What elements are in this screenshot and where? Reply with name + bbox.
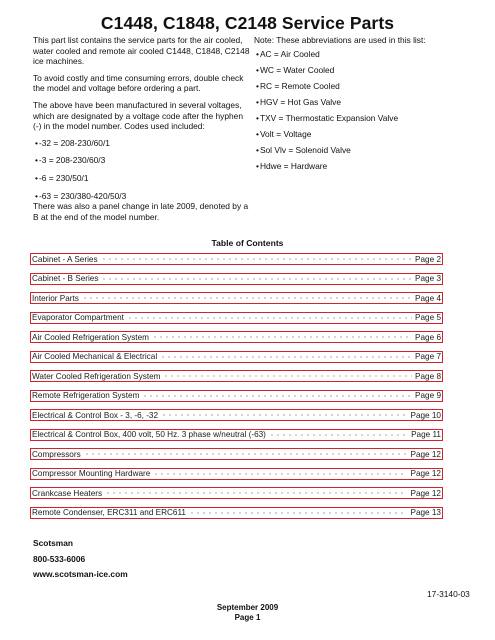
toc-link[interactable] [30, 331, 443, 343]
toc-label: Remote Condenser, ERC311 and ERC611 [32, 508, 186, 517]
toc-leader-dots [101, 258, 413, 260]
toc-leader-dots [163, 375, 412, 377]
toc-label: Cabinet - A Series [32, 254, 98, 264]
toc-label: Cabinet - B Series [32, 274, 99, 283]
toc-leader-dots [101, 278, 412, 280]
company-name: Scotsman [33, 538, 74, 548]
toc-leader-dots [189, 512, 408, 514]
abbreviation-item: • HGV = Hot Gas Valve [256, 97, 469, 108]
toc-page: Page 8 [415, 371, 441, 381]
toc-link[interactable] [30, 429, 443, 441]
toc-leader-dots [142, 395, 412, 397]
intro-paragraph-4: There was also a panel change in late 2009, denoted by a B at the end of the model number. [33, 201, 249, 222]
toc-leader-dots [82, 297, 412, 299]
footer-date: September 2009 [216, 603, 279, 612]
abbreviation-item: • TXV = Thermostatic Expansion Valve [256, 113, 469, 124]
toc-label: Air Cooled Refrigeration System [32, 332, 149, 342]
toc-label: Interior Parts [32, 293, 79, 303]
toc-page: Page 5 [415, 313, 441, 322]
toc-page: Page 2 [415, 254, 441, 264]
abbreviation-item: • Sol Vlv = Solenoid Valve [256, 145, 469, 156]
voltage-code-item: • -32 = 208-230/60/1 [35, 138, 251, 149]
abbreviation-item: • WC = Water Cooled [256, 65, 469, 76]
toc-leader-dots [269, 434, 408, 436]
contact-info [33, 536, 128, 583]
toc-page: Page 13 [410, 508, 441, 517]
toc-leader-dots [161, 414, 407, 416]
toc-link[interactable] [30, 507, 443, 519]
page-title: C1448, C1848, C2148 Service Parts [100, 13, 395, 33]
voltage-code-item: • -6 = 230/50/1 [35, 173, 251, 184]
abbreviation-item: • RC = Remote Cooled [256, 81, 469, 92]
toc-leader-dots [152, 336, 412, 338]
voltage-code-item: • -63 = 230/380-420/50/3 [35, 191, 251, 202]
website: www.scotsman-ice.com [33, 569, 128, 579]
toc-page: Page 3 [415, 274, 441, 283]
toc-link[interactable] [30, 312, 443, 324]
toc-leader-dots [127, 317, 412, 319]
toc-label: Compressors [32, 449, 81, 459]
toc-link[interactable] [30, 468, 443, 480]
abbreviation-item: • AC = Air Cooled [256, 49, 469, 60]
intro-paragraph-3: The above have been manufactured in several voltages, which are designated by a voltage code after the hyphen (-) in the model number. Codes used included: [33, 99, 243, 132]
abbreviations-section [254, 35, 469, 177]
toc-label: Crankcase Heaters [32, 488, 103, 498]
abbreviation-item: • Hdwe = Hardware [256, 161, 469, 172]
toc-link[interactable] [30, 487, 443, 499]
page-footer [0, 603, 495, 623]
toc-page: Page 12 [410, 449, 441, 459]
toc-page: Page 7 [415, 352, 441, 361]
toc-link[interactable] [30, 273, 443, 285]
toc-page: Page 9 [415, 391, 441, 400]
toc-label: Electrical & Control Box, 400 volt, 50 Hz. 3 phase w/neutral (-63) [32, 430, 266, 439]
abbreviation-item: • Volt = Voltage [256, 129, 469, 140]
toc-leader-dots [84, 453, 408, 455]
document-number: 17-3140-03 [427, 589, 470, 599]
toc-title: Table of Contents [211, 238, 284, 248]
toc-leader-dots [105, 492, 407, 494]
intro-paragraph-1: This part list contains the service parts for the air cooled, water cooled and remote air cooled C1448, C1848, C2148 ice machines. [33, 35, 250, 67]
intro-section [33, 35, 251, 228]
toc-page: Page 11 [411, 430, 441, 439]
toc-link[interactable] [30, 253, 443, 265]
footer-page-number: Page 1 [234, 613, 261, 622]
toc-link[interactable] [30, 370, 443, 382]
phone-number: 800-533-6006 [33, 553, 86, 564]
toc-leader-dots [153, 473, 407, 475]
toc-link[interactable] [30, 448, 443, 460]
toc-link[interactable] [30, 390, 443, 402]
toc-leader-dots [160, 356, 412, 358]
toc-link[interactable] [30, 351, 443, 363]
toc-label: Remote Refrigeration System [32, 391, 140, 400]
toc-page: Page 4 [415, 293, 441, 303]
toc-link[interactable] [30, 409, 443, 421]
voltage-code-item: • -3 = 208-230/60/3 [35, 155, 251, 166]
toc-label: Electrical & Control Box - 3, -6, -32 [32, 410, 159, 420]
toc-page: Page 6 [415, 332, 441, 342]
toc-label: Evaporator Compartment [32, 313, 124, 322]
abbreviations-note: Note: These abbreviations are used in this list: [254, 35, 426, 45]
toc-page: Page 10 [410, 410, 441, 420]
toc-page: Page 12 [410, 488, 441, 498]
toc-link[interactable] [30, 292, 443, 304]
toc-page: Page 12 [410, 469, 441, 478]
toc-label: Water Cooled Refrigeration System [32, 371, 161, 381]
intro-paragraph-2: To avoid costly and time consuming errors, double check the model and voltage before ordering a part. [33, 72, 244, 94]
toc-label: Compressor Mounting Hardware [32, 469, 151, 478]
toc-label: Air Cooled Mechanical & Electrical [32, 352, 158, 361]
